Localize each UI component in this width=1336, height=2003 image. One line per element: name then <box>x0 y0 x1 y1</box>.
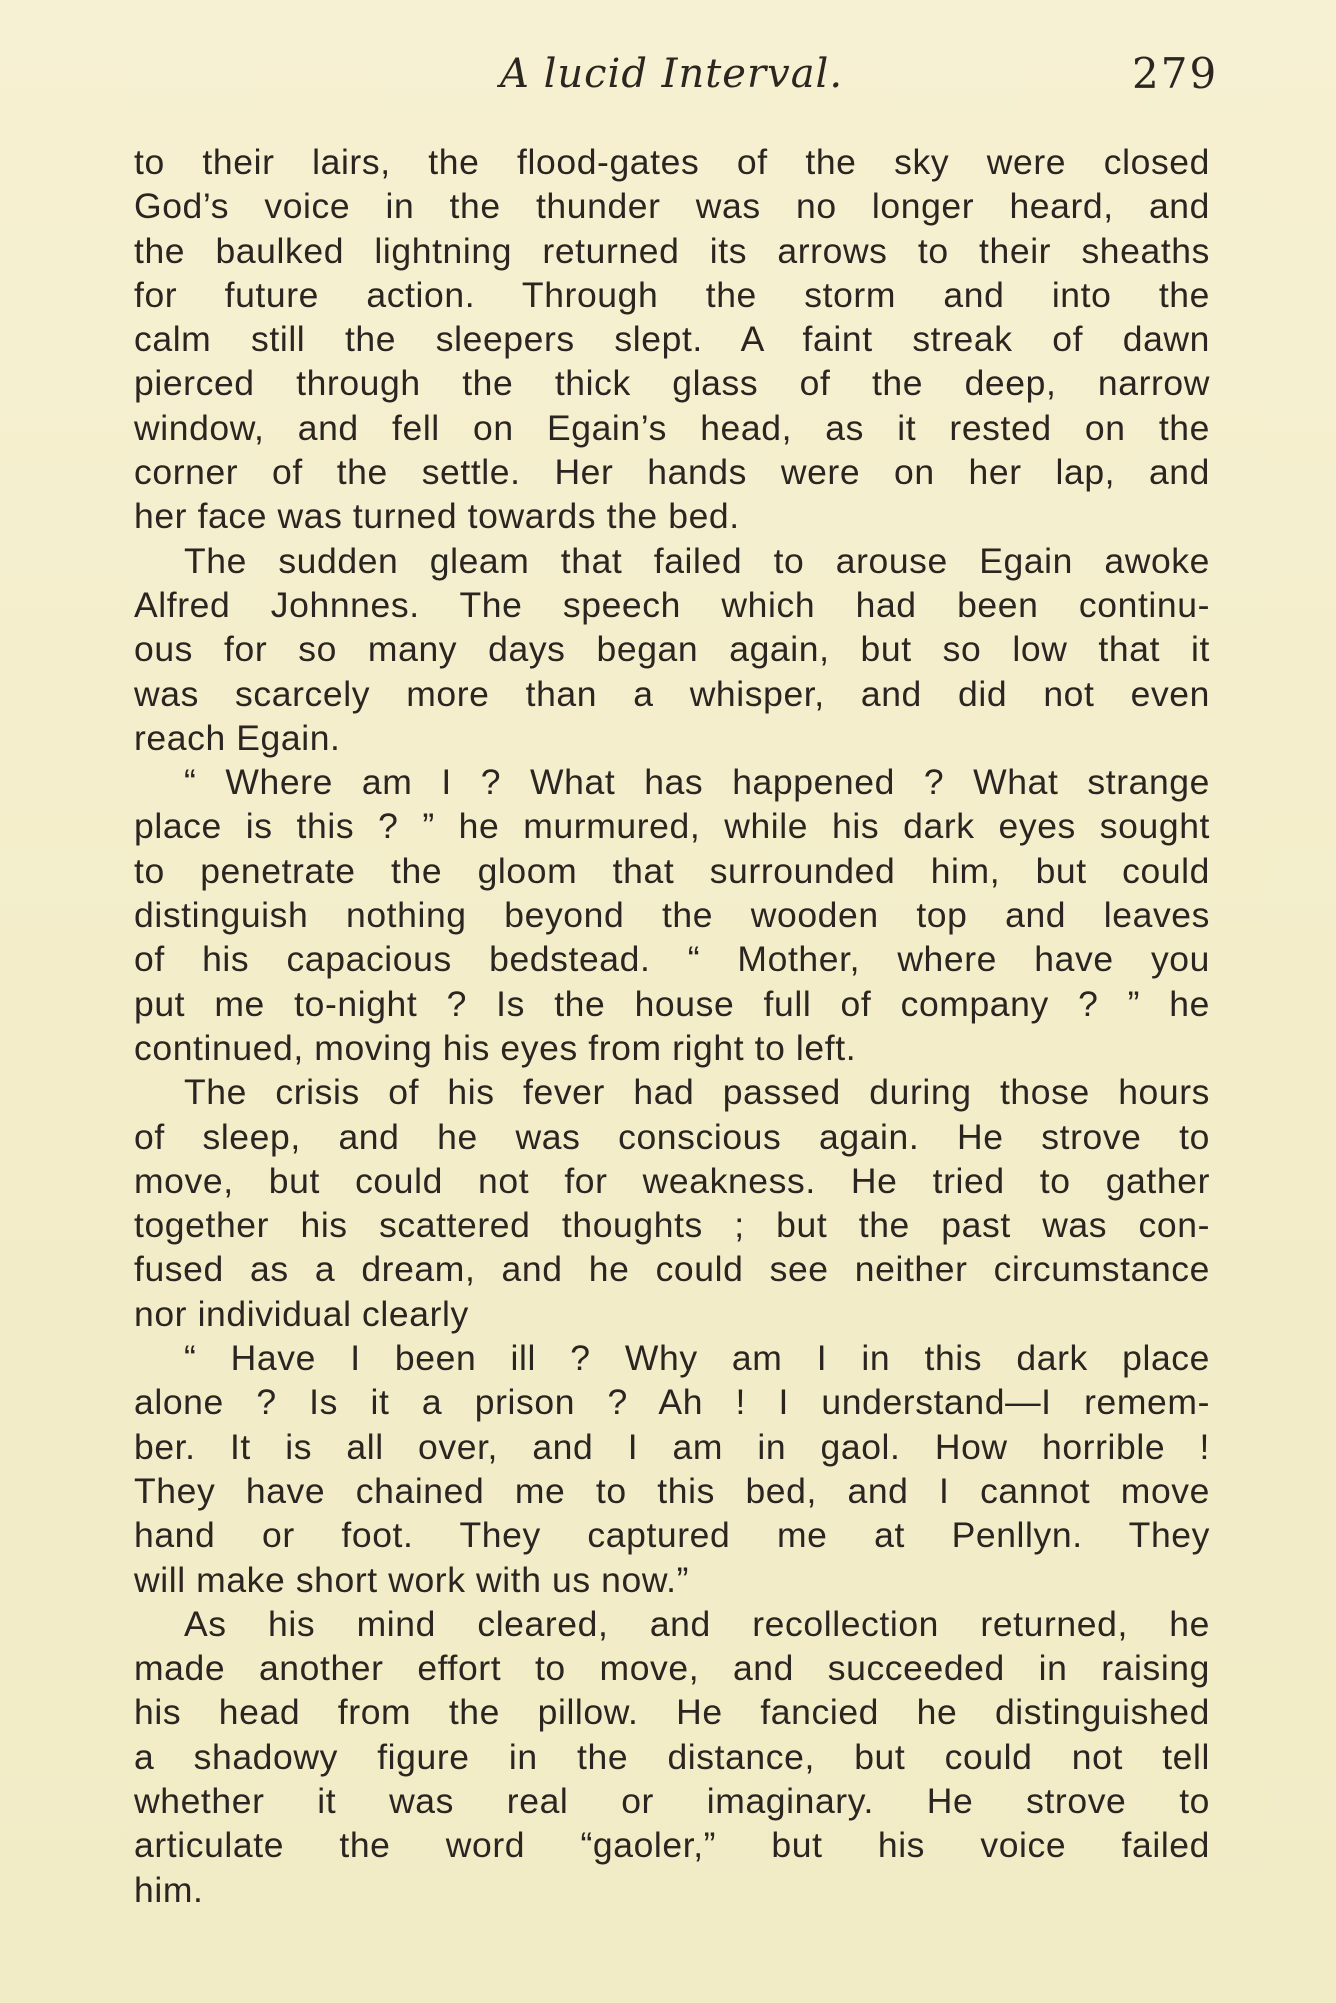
text-line: articulate the word “gaoler,” but his voice failed <box>134 1825 1210 1866</box>
page-number: 279 <box>1132 49 1219 98</box>
text-line: place is this ? ” he murmured, while his dark eyes sought <box>134 806 1210 847</box>
text-line: As his mind cleared, and recollection returned, he <box>184 1603 1210 1644</box>
text-line: him. <box>134 1869 204 1910</box>
text-line: hand or foot. They captured me at Penllyn. They <box>134 1515 1210 1556</box>
text-line: of sleep, and he was conscious again. He strove to <box>134 1116 1210 1157</box>
text-line: window, and fell on Egain’s head, as it rested on the <box>134 407 1210 448</box>
text-line: to penetrate the gloom that surrounded him, but could <box>134 850 1210 891</box>
text-line: will make short work with us now.” <box>134 1559 690 1600</box>
text-line: his head from the pillow. He fancied he distinguished <box>134 1692 1210 1733</box>
text-line: The crisis of his fever had passed during those hours <box>184 1072 1210 1113</box>
text-line: pierced through the thick glass of the deep, narrow <box>134 363 1210 404</box>
text-line: They have chained me to this bed, and I cannot move <box>134 1470 1210 1511</box>
running-title: A lucid Interval. <box>500 51 844 97</box>
text-line: ous for so many days began again, but so low that it <box>134 629 1210 670</box>
text-line: of his capacious bedstead. “ Mother, where have you <box>134 939 1210 980</box>
text-line: fused as a dream, and he could see neither circumstance <box>134 1249 1210 1290</box>
text-line: the baulked lightning returned its arrows to their sheaths <box>134 230 1210 271</box>
text-line: The sudden gleam that failed to arouse Egain awoke <box>184 540 1210 581</box>
text-line: ber. It is all over, and I am in gaol. How horrible ! <box>134 1426 1210 1467</box>
text-line: move, but could not for weakness. He tried to gather <box>134 1160 1210 1201</box>
text-line: whether it was real or imaginary. He strove to <box>134 1780 1210 1821</box>
text-line: God’s voice in the thunder was no longer heard, and <box>134 186 1210 227</box>
text-line: continued, moving his eyes from right to left. <box>134 1027 857 1068</box>
text-line: alone ? Is it a prison ? Ah ! I understand—I remem- <box>134 1382 1210 1423</box>
text-line: together his scattered thoughts ; but the past was con- <box>134 1205 1210 1246</box>
text-line: “ Where am I ? What has happened ? What strange <box>184 762 1210 803</box>
text-line: made another effort to move, and succeeded in raising <box>134 1648 1210 1689</box>
text-line: was scarcely more than a whisper, and did not even <box>134 673 1210 714</box>
text-line: corner of the settle. Her hands were on her lap, and <box>134 452 1210 493</box>
text-line: reach Egain. <box>134 717 341 758</box>
text-line: her face was turned towards the bed. <box>134 496 740 537</box>
text-line: distinguish nothing beyond the wooden top and leaves <box>134 895 1210 936</box>
text-line: put me to-night ? Is the house full of company ? ” he <box>134 983 1210 1024</box>
text-line: to their lairs, the flood-gates of the sky were closed <box>134 142 1210 182</box>
text-line: “ Have I been ill ? Why am I in this dark place <box>184 1338 1210 1379</box>
text-line: nor individual clearly <box>134 1293 469 1334</box>
body-text <box>134 140 1210 1912</box>
text-line: Alfred Johnnes. The speech which had been continu- <box>134 584 1210 625</box>
text-line: calm still the sleepers slept. A faint streak of dawn <box>134 319 1210 360</box>
text-line: a shadowy figure in the distance, but could not tell <box>134 1736 1210 1777</box>
running-head <box>0 44 1336 114</box>
text-line: for future action. Through the storm and into the <box>134 274 1210 315</box>
